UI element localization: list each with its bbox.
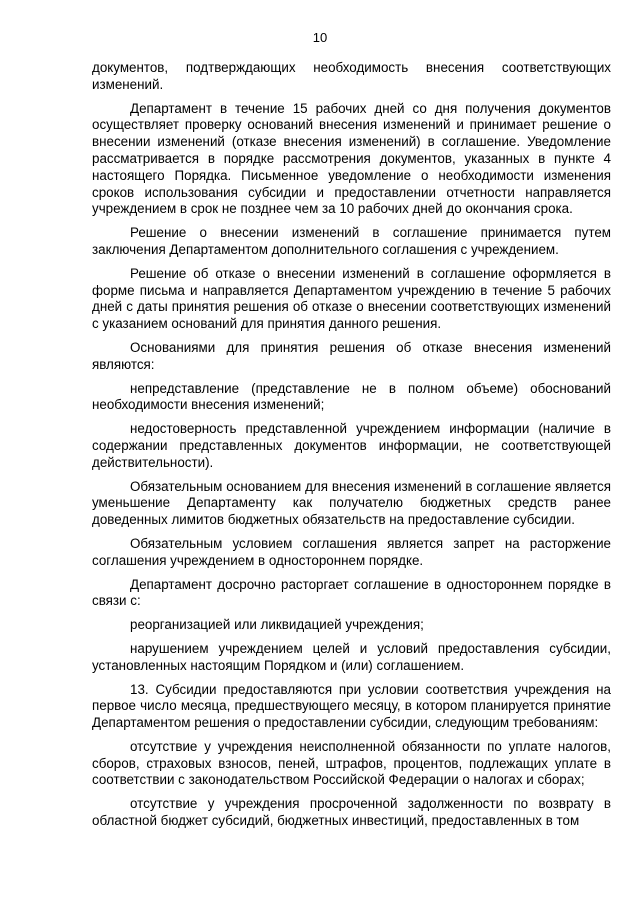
paragraph: Обязательным основанием для внесения изменений в соглашение является уменьшение Департаменту как получателю бюджетных средств ранее доведенных лимитов бюджетных обязательств на предоставление субсидии. (92, 478, 611, 528)
paragraph: Решение об отказе о внесении изменений в соглашение оформляется в форме письма и направляется Департаментом учреждению в течение 5 рабочих дней с даты принятия решения об отказе о внесении соответствующих изменений с указанием оснований для принятия данного решения. (92, 265, 611, 332)
paragraph-continuation: документов, подтверждающих необходимость внесения соответствующих изменений. (92, 60, 611, 92)
list-item: реорганизацией или ликвидацией учреждения; (130, 617, 424, 633)
list-item: отсутствие у учреждения просроченной задолженности по возврату в областной бюджет субсидий, бюджетных инвестиций, предоставленных в том (92, 796, 611, 829)
list-item: нарушением учреждением целей и условий предоставления субсидии, установленных настоящим Порядком и (или) соглашением. (92, 640, 611, 673)
list-item: непредставление (представление не в полном объеме) обоснований необходимости внесения изменений; (92, 380, 611, 413)
paragraph: 13. Субсидии предоставляются при условии соответствия учреждения на первое число месяца, предшествующего месяцу, в котором планируется принятие Департаментом решения о предоставлении субсидии, следующим требованиям: (92, 681, 611, 731)
paragraph: Основаниями для принятия решения об отказе внесения изменений являются: (92, 339, 611, 372)
paragraph: Департамент досрочно расторгает соглашение в одностороннем порядке в связи с: (92, 576, 611, 609)
list-item: отсутствие у учреждения неисполненной обязанности по уплате налогов, сборов, страховых взносов, пеней, штрафов, процентов, подлежащих уплате в соответствии с законодательством Российской Федерации о налогах и сборах; (92, 738, 611, 788)
paragraph: Департамент в течение 15 рабочих дней со дня получения документов осуществляет проверку оснований внесения изменений и принимает решение о внесении изменений (отказе внесения изменений) в соглашение. Уведомление рассматривается в порядке рассмотрения документов, указанных в пункте 4 настоящего Порядка. Письменное уведомление о необходимости изменения сроков использования субсидии и предоставлении отчетности направляется учреждением в срок не позднее чем за 10 рабочих дней до окончания срока. (92, 100, 611, 217)
document-body (92, 60, 611, 837)
paragraph: Обязательным условием соглашения является запрет на расторжение соглашения учреждением в одностороннем порядке. (92, 535, 611, 568)
paragraph: Решение о внесении изменений в соглашение принимается путем заключения Департаментом дополнительного соглашения с учреждением. (92, 225, 611, 257)
page-number: 10 (312, 30, 328, 45)
list-item: недостоверность представленной учреждением информации (наличие в содержании представленных документов информации, не соответствующей действительности). (92, 421, 611, 470)
